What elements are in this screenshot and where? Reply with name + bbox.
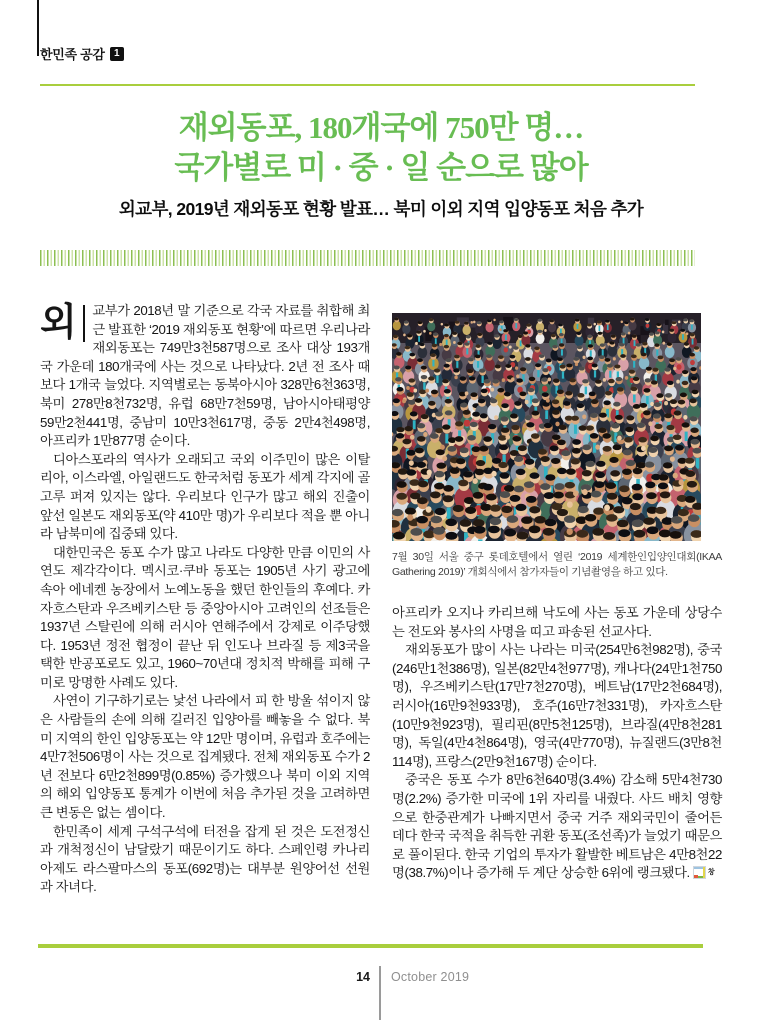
- article-paragraph: 디아스포라의 역사가 오래되고 국외 이주민이 많은 이탈리아, 이스라엘, 아일랜드도 한국처럼 동포가 세계 각지에 골고루 퍼져 있지는 않다. 우리보다 인구가 많고 해외 진출이 앞선 일본도 재외동포(약 410만 명)가 우리보다 적을 뿐 아니라 남북미에 집중돼 있다.: [40, 451, 370, 542]
- decorative-stripe-bar: [40, 250, 695, 266]
- article-column-left: [40, 302, 370, 897]
- article-paragraph: 대한민국은 동포 수가 많고 나라도 다양한 만큼 이민의 사연도 제각각이다. 멕시코·쿠바 동포는 1905년 사기 광고에 속아 에네켄 농장에서 노예노동을 했던 한인들의 후예다. 카자흐스탄과 우즈베키스탄 등 중앙아시아 고려인의 선조들은 1937년 스탈린에 의해 러시아 연해주에서 강제로 이주당했다. 1953년 정전 협정이 끝난 뒤 인도나 브라질 등 제3국을 택한 반공포로도 있고, 1960~70년대 정치적 박해를 피해 구미로 망명한 사례도 있다.: [40, 544, 370, 690]
- section-number-badge: 1: [110, 47, 124, 61]
- article-paragraph: 아프리카 오지나 카리브해 낙도에 사는 동포 가운데 상당수는 전도와 봉사의 사명을 띠고 파송된 선교사다.: [392, 605, 722, 639]
- section-kicker: [40, 44, 124, 63]
- photo-caption: 7월 30일 서울 중구 롯데호텔에서 열린 ‘2019 세계한인입양인대회(IKAA Gathering 2019)’ 개회식에서 참가자들이 기념촬영을 하고 있다.: [392, 551, 722, 578]
- article-photo: [392, 313, 701, 541]
- article-column-right: [392, 302, 722, 883]
- article-paragraph: 재외동포가 많이 사는 나라는 미국(254만6천982명), 중국(246만1천386명), 일본(82만4천977명), 캐나다(24만1천750명), 우즈베키스탄(17만7천270명), 베트남(17만2천684명), 러시아(16만9천933명), 호주(16만7천331명), 카자흐스탄(10만9천923명), 필리핀(8만5천125명), 브라질(4만8천281명), 독일(4만4천864명), 영국(4만770명), 뉴질랜드(3만8천114명), 프랑스(2만9천167명) 순이다.: [392, 642, 722, 769]
- issue-date: October 2019: [391, 970, 470, 984]
- section-label: 한민족 공감: [40, 47, 105, 62]
- paragraph-text: 중국은 동포 수가 8만6천640명(3.4%) 감소해 5만4천730명(2.2%) 증가한 미국에 1위 자리를 내줬다. 사드 배치 영향으로 한중관계가 나빠지면서 중국 거주 재외국민이 줄어든 데다 한국 국적을 취득한 귀환 동포(조선족)가 늘었기 때문으로 풀이된다. 한국 기업의 투자가 활발한 베트남은 4만8천22명(38.7%)이나 증가해 두 계단 상승한 6위에 랭크됐다.: [392, 772, 722, 881]
- headline-line1: 재외동포, 180개국에 750만 명…: [178, 110, 584, 145]
- drop-cap: 외: [40, 305, 85, 342]
- article-paragraph: [392, 771, 722, 883]
- article-paragraph: 사연이 기구하기로는 낯선 나라에서 피 한 방울 섞이지 않은 사람들의 손에 의해 길러진 입양아를 빼놓을 수 없다. 북미 지역의 한인 입양동포는 약 12만 명이며, 유럽과 호주에는 4만7천506명이 사는 것으로 집계됐다. 전체 재외동포 수가 2년 전보다 6만2천899명(0.85%) 증가했으나 북미 이외 지역의 해외 입양동포 통계가 이번에 처음 추가된 것을 고려하면 큰 변동은 없는 셈이다.: [40, 693, 370, 821]
- article-subhead: 외교부, 2019년 재외동포 현황 발표… 북미 이외 지역 입양동포 처음 추가: [118, 199, 644, 219]
- page-edge-rule: [37, 0, 39, 56]
- paragraph-text: 교부가 2018년 말 기준으로 각국 자료를 취합해 최근 발표한 ‘2019 재외동포 현황’에 따르면 우리나라 재외동포는 749만3천587명으로 조사 대상 193개국 가운데 180개국에 사는 것으로 나타났다. 2년 전 조사 때보다 1개국 늘었다. 지역별로는 동북아시아 328만6천363명, 북미 278만8천732명, 유럽 68만7천59명, 남아시아태평양 59만2천441명, 중남미 10만3천617명, 중동 2만4천498명, 아프리카 1만877명 순이다.: [40, 303, 370, 449]
- article-headline: [40, 108, 722, 188]
- article-paragraph: 한민족이 세계 구석구석에 터전을 잡게 된 것은 도전정신과 개척정신이 남달랐기 때문이기도 하다. 스페인령 카나리아제도 라스팔마스의 동포(692명)는 대부분 원양어선 선원과 자녀다.: [40, 823, 370, 895]
- article-paragraph: [40, 302, 370, 451]
- page-number: 14: [356, 970, 370, 984]
- end-of-article-icon: 창: [693, 866, 706, 879]
- footer-divider-rule: [379, 966, 381, 1020]
- footer-rule: [38, 944, 703, 948]
- header-rule: [40, 84, 695, 86]
- headline-line2: 국가별로 미 · 중 · 일 순으로 많아: [174, 150, 588, 185]
- crowd-photo-illustration: [392, 313, 701, 541]
